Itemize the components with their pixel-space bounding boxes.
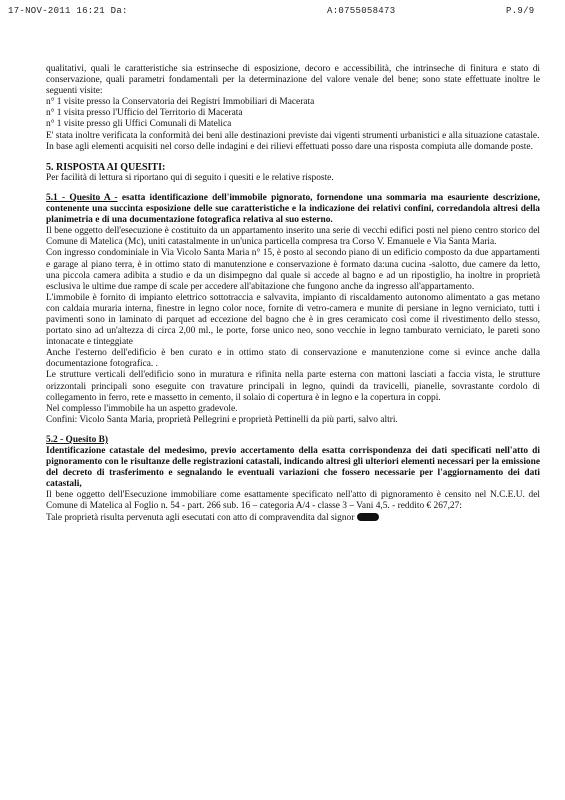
- visit-item: n° 1 visita presso l'Ufficio del Territorio di Macerata: [46, 108, 243, 119]
- question-b-label: 5.2 - Quesito B): [46, 434, 108, 445]
- answer-b-paragraph: Il bene oggetto dell'Esecuzione immobiliare come esattamente specificato nell'atto di pignoramento è censito nel N.C.E.U. del Comune di Matelica al Foglio n. 54 - part. 266 sub. 16 – categoria A/4 - classe 3 – Vani 4,5. - reddito € 267,27:: [46, 490, 540, 512]
- answer-b-paragraph: [46, 513, 540, 524]
- redaction-mark: [357, 513, 379, 521]
- answer-a-paragraph: Nel complesso l'immobile ha un aspetto gradevole.: [46, 403, 238, 414]
- question-a-text: esatta identificazione dell'immobile pignorato, fornendone una sommaria ma esauriente descrizione, contenente una succinta esposizione delle sue caratteristiche e la indicazione dei relativi confini, corredandola altresi della planimetria e di una documentazione fotografica relativa al suo esterno.: [46, 192, 540, 226]
- answer-a-paragraph: L'immobile è fornito di impianto elettrico sottotraccia e salvavita, impianto di riscaldamento autonomo alimentato a gas metano con caldaia muraria interna, finestre in legno color noce, fornite di vetro-camera e munite di persiane in legno verniciato, tutti i pavimenti sono in laminato di parquet ad eccezione del bagno che è in gres ceramicato così come il rivestimento dello stesso, portato sino ad un'altezza di circa 2,00 ml., le porte, forse unico neo, sono vecchie in legno tamburato verniciato, le pareti sono intonacate e tinteggiate: [46, 292, 540, 348]
- section-5-subtitle: Per facilità di lettura si riportano qui di seguito i quesiti e le relative risposte.: [46, 172, 334, 183]
- fax-page-number: P.9/9: [506, 6, 535, 16]
- answer-a-paragraph: Anche l'esterno dell'edificio è ben curato e in ottimo stato di conservazione e manutenzione come si evince anche dalla documentazione fotografica. .: [46, 348, 540, 370]
- answer-a-paragraph: Con ingresso condominiale in Via Vicolo Santa Maria n° 15, è posto al secondo piano di un edificio composto da due appartamenti e garage al piano terra, è in ottimo stato di manutenzione e conservazione è formato da:una cucina -salotto, due camere da letto, una piccola camera adibita a studio e da un disimpegno dal quale si accede al bagno e ad un ripostiglio, ha inoltre in proprietà esclusiva le ultime due rampe di scale per accedere all'abitazione che fungono anche da ingresso all'appartamento.: [46, 248, 540, 292]
- visit-item: n° 1 visite presso gli Uffici Comunali di Matelica: [46, 119, 232, 130]
- answer-a-paragraph: Le strutture verticali dell'edificio sono in muratura e rifinita nella parte esterna con mattoni lasciati a faccia vista, le strutture orizzontali principali sono eseguite con travature principali in legno, quindi da travicelli, pianelle, sovrastante cordolo di collegamento in ferro, rete e massetto in cemento, il solaio di copertura è in legno e la copertura in coppi.: [46, 370, 540, 403]
- question-a-label: 5.1 - Quesito A -: [46, 192, 118, 203]
- fax-recipient: A:0755058473: [327, 6, 396, 16]
- answer-b-last-line: Tale proprietà risulta pervenuta agli esecutati con atto di compravendita dal signor: [46, 512, 355, 523]
- intro-paragraph: qualitativi, quali le caratteristiche sia estrinseche di esposizione, decoro e accessibilità, che intrinseche di finitura e stato di conservazione, quali parametri fondamentali per la determinazione del valore venale del bene; sono state effettuate inoltre le seguenti visite:: [46, 64, 540, 97]
- answer-a-paragraph: Confini: Vicolo Santa Maria, proprietà Pellegrini e proprietà Pettinelli da più parti, salvo altri.: [46, 414, 398, 425]
- question-b-text: Identificazione catastale del medesimo, previo accertamento della esatta corrispondenza dei dati specificati nell'atto di pignoramento con le risultanze delle registrazioni catastali, indicando altresi gli ulteriori elementi necessari per la emissione del decreto di trasferimento e segnalando le eventuali variazioni che fossero necessarie per l'aggiornamento dei dati catastali,: [46, 446, 540, 490]
- visit-item: n° 1 visite presso la Conservatoria dei Registri Immobiliari di Macerata: [46, 97, 315, 108]
- section-5-heading: 5. RISPOSTA AI QUESITI:: [46, 161, 166, 173]
- intro-paragraph: E' stata inoltre verificata la conformità dei beni alle destinazioni previste dai vigenti strumenti urbanistici e alla situazione catastale.: [46, 130, 540, 141]
- answer-a-paragraph: Il bene oggetto dell'esecuzione è costituito da un appartamento inserito una serie di vecchi edifici posti nel pieno centro storico del Comune di Matelica (Mc), uniti catastalmente in un'unica particella compresa tra Corso V. Emanuele e Via Santa Maria.: [46, 226, 540, 248]
- document-body: [46, 64, 540, 524]
- fax-datetime: 17-NOV-2011 16:21 Da:: [8, 6, 128, 16]
- intro-paragraph: In base agli elementi acquisiti nel corso delle indagini e dei rilievi effettuati posso dare una risposta compiuta alle domande poste.: [46, 141, 533, 152]
- question-a: [46, 193, 540, 226]
